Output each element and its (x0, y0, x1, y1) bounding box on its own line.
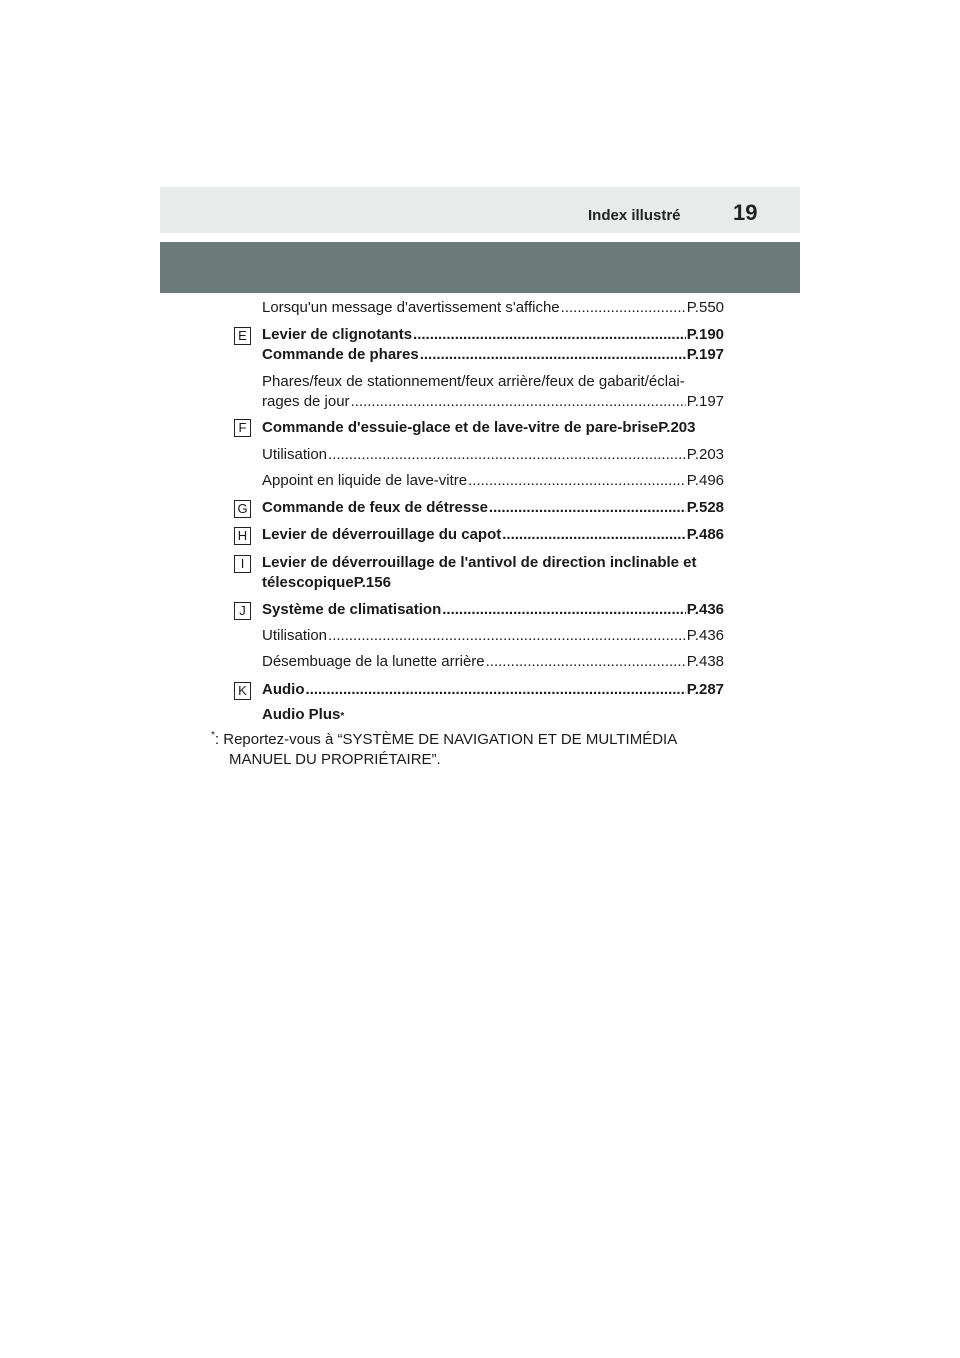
marker-g: G (234, 500, 251, 518)
entry-hazard-switch: Commande de feux de détresse ..... P.528 (262, 498, 724, 518)
marker-e: E (234, 327, 251, 345)
marker-h: H (234, 527, 251, 545)
entry-steering-lock-release: Levier de déverrouillage de l'antivol de direction inclinable et télescopiqueP.156 (262, 554, 697, 591)
header-title: Index illustré (588, 207, 681, 224)
entry-headlights-lights: Phares/feux de stationnement/feux arrière/feux de gabarit/éclai- rages de jour ..... P.197 (262, 372, 724, 412)
marker-i: I (234, 555, 251, 573)
entry-washer-fluid: Appoint en liquide de lave-vitre ..... P.496 (262, 471, 724, 491)
entry-wiper-usage: Utilisation ..... P.203 (262, 445, 724, 465)
entry-turn-signal-lever: Levier de clignotants ..... P.190 (262, 325, 724, 345)
entry-rear-defogger: Désembuage de la lunette arrière ..... P.438 (262, 652, 724, 672)
entry-audio: Audio ..... P.287 (262, 680, 724, 700)
entry-wiper-switch: Commande d'essuie-glace et de lave-vitre de pare-briseP.203 (262, 419, 696, 436)
entry-warning-message: Lorsqu'un message d'avertissement s'affiche ..... P.550 (262, 298, 724, 318)
page-number: 19 (733, 200, 758, 225)
entry-air-conditioning: Système de climatisation ..... P.436 (262, 600, 724, 620)
marker-j: J (234, 602, 251, 620)
marker-k: K (234, 682, 251, 700)
marker-f: F (234, 419, 251, 437)
entry-hood-release: Levier de déverrouillage du capot ..... P.486 (262, 525, 724, 545)
footnote: *: Reportez-vous à “SYSTÈME DE NAVIGATION ET DE MULTIMÉDIA MANUEL DU PROPRIÉTAIRE”. (211, 730, 678, 768)
footnote-asterisk: * (211, 730, 215, 741)
entry-audio-plus: Audio Plus * (262, 706, 345, 723)
entry-ac-usage: Utilisation ..... P.436 (262, 626, 724, 646)
entry-headlight-switch: Commande de phares ..... P.197 (262, 345, 724, 365)
